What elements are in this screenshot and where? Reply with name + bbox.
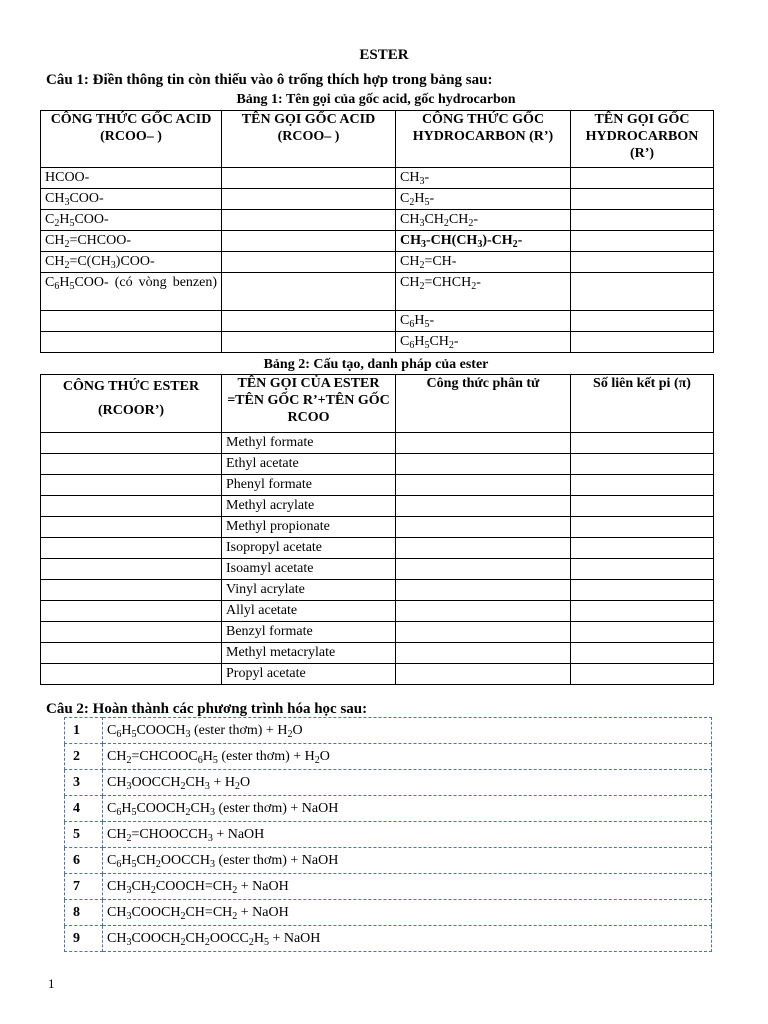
acid-name-cell [222, 252, 396, 273]
table-2-header: CÔNG THỨC ESTER (RCOOR’) [41, 375, 222, 433]
equation-reactants: $CH_3COOCH_2CH_2OOCC_2H_5$ + NaOH [103, 926, 712, 952]
hydrocarbon-name-cell [571, 168, 714, 189]
equation-row [65, 926, 712, 952]
ester-formula-cell [41, 664, 222, 685]
pi-bond-count-cell [571, 433, 714, 454]
equation-reactants: $CH_2=CHOOCCH_3$ + NaOH [103, 822, 712, 848]
equation-number: 4 [65, 796, 103, 822]
ester-name-cell: Methyl acrylate [222, 496, 396, 517]
equations-table [64, 717, 712, 952]
pi-bond-count-cell [571, 475, 714, 496]
ester-name-cell: Methyl formate [222, 433, 396, 454]
acid-formula-cell [41, 311, 222, 332]
table-2-row [41, 517, 714, 538]
hydrocarbon-name-cell [571, 252, 714, 273]
equation-reactants: $C_6H_5CH_2OOCCH_3$ (ester thơm) + NaOH [103, 848, 712, 874]
equation-number: 7 [65, 874, 103, 900]
ester-formula-cell [41, 517, 222, 538]
equation-reactants: $C_6H_5COOCH_2CH_3$ (ester thơm) + NaOH [103, 796, 712, 822]
page-number: 1 [48, 976, 55, 991]
hydrocarbon-name-cell [571, 210, 714, 231]
hydrocarbon-name-cell [571, 273, 714, 311]
ester-name-cell: Phenyl formate [222, 475, 396, 496]
table-1-row [41, 231, 714, 252]
hydrocarbon-name-cell [571, 332, 714, 353]
pi-bond-count-cell [571, 601, 714, 622]
equation-number: 9 [65, 926, 103, 952]
molecular-formula-cell [396, 622, 571, 643]
hydrocarbon-formula-cell: $CH_2=CHCH_2-$ [396, 273, 571, 311]
molecular-formula-cell [396, 496, 571, 517]
molecular-formula-cell [396, 475, 571, 496]
question-1-heading: Câu 1: Điền thông tin còn thiếu vào ô trống thích hợp trong bảng sau: [46, 72, 493, 88]
table-1-row [41, 332, 714, 353]
question-2-heading: Câu 2: Hoàn thành các phương trình hóa học sau: [46, 701, 368, 717]
table-1-header: TÊN GỌI GỐC ACID (RCOO– ) [222, 111, 396, 168]
ester-name-cell: Allyl acetate [222, 601, 396, 622]
equation-number: 5 [65, 822, 103, 848]
pi-bond-count-cell [571, 664, 714, 685]
pi-bond-count-cell [571, 496, 714, 517]
table-2-caption: Bảng 2: Cấu tạo, danh pháp của ester [263, 357, 489, 372]
pi-bond-count-cell [571, 580, 714, 601]
ester-formula-cell [41, 475, 222, 496]
equation-number: 2 [65, 744, 103, 770]
pi-bond-count-cell [571, 622, 714, 643]
table-1 [40, 110, 714, 353]
acid-name-cell [222, 311, 396, 332]
acid-name-cell [222, 231, 396, 252]
ester-formula-cell [41, 496, 222, 517]
equation-row [65, 796, 712, 822]
equation-reactants: $C_6H_5COOCH_3$ (ester thơm) + $H_2O$ [103, 718, 712, 744]
equation-reactants: $CH_3CH_2COOCH=CH_2$ + NaOH [103, 874, 712, 900]
pi-bond-count-cell [571, 454, 714, 475]
table-2-row [41, 496, 714, 517]
molecular-formula-cell [396, 517, 571, 538]
pi-bond-count-cell [571, 559, 714, 580]
table-2-header: Số liên kết pi (π) [571, 375, 714, 433]
molecular-formula-cell [396, 664, 571, 685]
acid-formula-cell: $CH_2=CHCOO-$ [41, 231, 222, 252]
acid-name-cell [222, 332, 396, 353]
equation-reactants: $CH_3COOCH_2CH=CH_2$ + NaOH [103, 900, 712, 926]
equation-number: 3 [65, 770, 103, 796]
hydrocarbon-formula-cell: $CH_3-CH(CH_3)-CH_2-$ [396, 231, 571, 252]
hydrocarbon-formula-cell: $C_6H_5CH_2-$ [396, 332, 571, 353]
table-1-row [41, 273, 714, 311]
table-2-row [41, 475, 714, 496]
molecular-formula-cell [396, 601, 571, 622]
equation-row [65, 822, 712, 848]
ester-name-cell: Isopropyl acetate [222, 538, 396, 559]
table-2-row [41, 538, 714, 559]
table-2-row [41, 580, 714, 601]
molecular-formula-cell [396, 643, 571, 664]
table-2-row [41, 559, 714, 580]
hydrocarbon-formula-cell: $C_2H_5-$ [396, 189, 571, 210]
table-2-row [41, 622, 714, 643]
equation-row [65, 718, 712, 744]
table-2-row [41, 664, 714, 685]
table-2-row [41, 433, 714, 454]
acid-formula-cell: $C_6H_5COO-$ (có vòng benzen) [41, 273, 222, 311]
ester-name-cell: Benzyl formate [222, 622, 396, 643]
ester-name-cell: Methyl metacrylate [222, 643, 396, 664]
equation-number: 6 [65, 848, 103, 874]
equation-number: 1 [65, 718, 103, 744]
ester-formula-cell [41, 454, 222, 475]
table-2-row [41, 454, 714, 475]
ester-name-cell: Propyl acetate [222, 664, 396, 685]
table-2-header: TÊN GỌI CỦA ESTER =TÊN GỐC R’+TÊN GỐC RCOO [222, 375, 396, 433]
ester-formula-cell [41, 580, 222, 601]
hydrocarbon-name-cell [571, 231, 714, 252]
acid-formula-cell [41, 332, 222, 353]
hydrocarbon-formula-cell: $CH_2=CH-$ [396, 252, 571, 273]
page-title: ESTER [359, 47, 409, 63]
ester-formula-cell [41, 559, 222, 580]
table-1-caption: Bảng 1: Tên gọi của gốc acid, gốc hydrocarbon [236, 92, 516, 107]
ester-formula-cell [41, 643, 222, 664]
pi-bond-count-cell [571, 538, 714, 559]
equation-row [65, 874, 712, 900]
table-1-row [41, 311, 714, 332]
hydrocarbon-name-cell [571, 189, 714, 210]
molecular-formula-cell [396, 559, 571, 580]
hydrocarbon-formula-cell: $CH_3CH_2CH_2-$ [396, 210, 571, 231]
acid-formula-cell: $CH_2=C(CH_3)COO-$ [41, 252, 222, 273]
pi-bond-count-cell [571, 643, 714, 664]
table-2 [40, 374, 714, 685]
hydrocarbon-formula-cell: $C_6H_5-$ [396, 311, 571, 332]
table-2-row [41, 601, 714, 622]
equation-row [65, 770, 712, 796]
ester-name-cell: Ethyl acetate [222, 454, 396, 475]
ester-name-cell: Isoamyl acetate [222, 559, 396, 580]
acid-name-cell [222, 210, 396, 231]
equation-row [65, 744, 712, 770]
acid-name-cell [222, 168, 396, 189]
hydrocarbon-name-cell [571, 311, 714, 332]
table-1-header: TÊN GỌI GỐC HYDROCARBON (R’) [571, 111, 714, 168]
table-1-header: CÔNG THỨC GỐC ACID (RCOO– ) [41, 111, 222, 168]
acid-formula-cell: HCOO- [41, 168, 222, 189]
table-1-row [41, 189, 714, 210]
equation-reactants: $CH_3OOCCH_2CH_3 + H_2O$ [103, 770, 712, 796]
ester-formula-cell [41, 601, 222, 622]
ester-formula-cell [41, 433, 222, 454]
table-2-row [41, 643, 714, 664]
equation-row [65, 900, 712, 926]
ester-name-cell: Methyl propionate [222, 517, 396, 538]
acid-name-cell [222, 273, 396, 311]
hydrocarbon-formula-cell: $CH_3-$ [396, 168, 571, 189]
molecular-formula-cell [396, 580, 571, 601]
ester-name-cell: Vinyl acrylate [222, 580, 396, 601]
equation-number: 8 [65, 900, 103, 926]
equation-reactants: $CH_2=CHCOOC_6H_5$ (ester thơm) + $H_2O$ [103, 744, 712, 770]
table-1-row [41, 168, 714, 189]
molecular-formula-cell [396, 433, 571, 454]
table-2-header: Công thức phân tử [396, 375, 571, 433]
table-1-row [41, 252, 714, 273]
table-1-row [41, 210, 714, 231]
acid-formula-cell: $C_2H_5COO-$ [41, 210, 222, 231]
molecular-formula-cell [396, 454, 571, 475]
equation-row [65, 848, 712, 874]
pi-bond-count-cell [571, 517, 714, 538]
acid-formula-cell: $CH_3COO-$ [41, 189, 222, 210]
molecular-formula-cell [396, 538, 571, 559]
acid-name-cell [222, 189, 396, 210]
ester-formula-cell [41, 538, 222, 559]
table-1-header: CÔNG THỨC GỐC HYDROCARBON (R’) [396, 111, 571, 168]
ester-formula-cell [41, 622, 222, 643]
